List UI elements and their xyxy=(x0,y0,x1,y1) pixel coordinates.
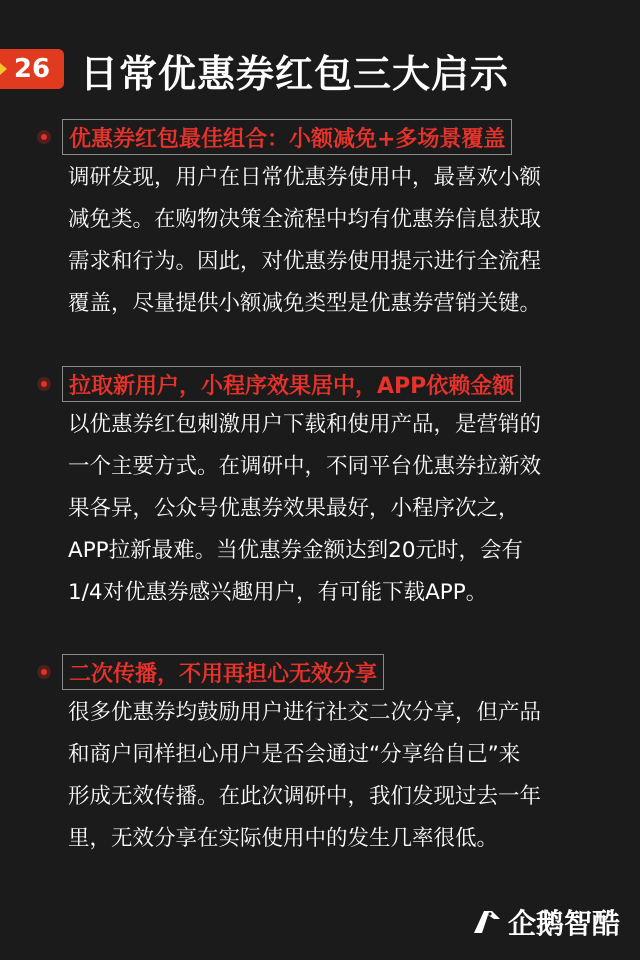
bullet-dot-icon xyxy=(37,665,51,679)
page-title: 日常优惠券红包三大启示 xyxy=(80,52,510,96)
section-heading: 拉取新用户，小程序效果居中，APP依赖金额 xyxy=(62,366,521,402)
brand-logo xyxy=(470,902,620,942)
bullet-dot-icon xyxy=(37,130,51,144)
section-heading: 二次传播，不用再担心无效分享 xyxy=(62,654,384,690)
body-line: 里，无效分享在实际使用中的发生几率很低。 xyxy=(68,826,499,851)
body-line: 和商户同样担心用户是否会通过“分享给自己”来 xyxy=(68,742,521,767)
bullet-dot-icon xyxy=(37,377,51,391)
body-line: 形成无效传播。在此次调研中，我们发现过去一年 xyxy=(68,784,542,809)
section-heading: 优惠券红包最佳组合：小额减免+多场景覆盖 xyxy=(62,119,512,155)
penguin-logo-icon xyxy=(470,907,504,937)
body-line: 一个主要方式。在调研中，不同平台优惠券拉新效 xyxy=(68,454,542,479)
section-body xyxy=(68,692,588,860)
body-line: APP拉新最难。当优惠券金额达到20元时，会有 xyxy=(68,538,523,563)
body-line: 调研发现，用户在日常优惠券使用中，最喜欢小额 xyxy=(68,165,542,190)
body-line: 1/4对优惠券感兴趣用户，有可能下载APP。 xyxy=(68,580,488,605)
body-line: 覆盖，尽量提供小额减免类型是优惠券营销关键。 xyxy=(68,291,542,316)
page-number-badge xyxy=(0,49,64,89)
brand-name: 企鹅智酷 xyxy=(507,907,620,940)
body-line: 以优惠券红包刺激用户下载和使用产品，是营销的 xyxy=(68,412,542,437)
body-line: 需求和行为。因此，对优惠券使用提示进行全流程 xyxy=(68,249,542,274)
section-body xyxy=(68,157,588,325)
body-line: 很多优惠券均鼓励用户进行社交二次分享，但产品 xyxy=(68,700,542,725)
section-body xyxy=(68,404,588,614)
body-line: 减免类。在购物决策全流程中均有优惠券信息获取 xyxy=(68,207,542,232)
page-number: 26 xyxy=(13,54,51,84)
body-line: 果各异，公众号优惠券效果最好，小程序次之， xyxy=(68,496,520,521)
